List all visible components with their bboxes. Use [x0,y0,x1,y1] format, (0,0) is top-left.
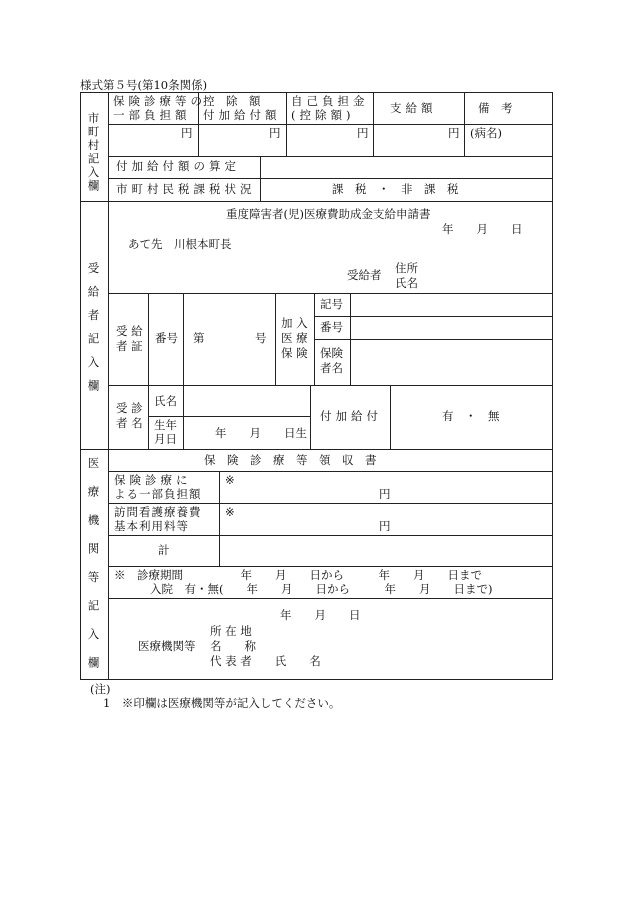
visit-nursing-label: 訪問看護療養費 [114,505,202,519]
tax-status-value: 課 税 ・ 非 課 税 [332,182,459,196]
treatment-period: ※ 診療期間 年 月 日から 年 月 日まで [114,568,482,582]
header-insurance-partial: 保険診療等の [113,94,206,108]
municipal-side-label: 市町村記入欄 [86,112,101,193]
location-label: 所 在 地 [210,624,252,638]
cert-number-label: 番号 [155,331,178,345]
header-deduction: 控 除 額 [203,94,261,108]
tax-status-label: 市町村民税課税状況 [116,182,256,196]
patient-name-label: 氏名 [154,394,177,408]
name-label: 氏名 [395,276,418,290]
birthdate-value: 年 月 日生 [215,426,307,440]
representative-label: 代 表 者 氏 名 [210,654,321,668]
insurance-number-label: 番号 [320,320,343,334]
receipt-date: 年 月 日 [280,608,361,622]
addressee: あて先 川根本町長 [128,237,232,251]
header-remarks: 備 考 [478,101,513,115]
institution-name-label: 名 称 [210,639,256,653]
notes-heading: (注) [90,682,111,696]
insurance-symbol-label: 記号 [320,297,343,311]
recipient-cert-label: 受 給 [116,324,143,338]
supp-benefit-label: 付加給付 [320,409,382,423]
yen-unit: 円 [379,487,391,501]
yen-unit: 円 [357,126,369,140]
application-title: 重度障害者(児)医療費助成金支給申請書 [226,207,431,221]
application-form: 様式第５号(第10条関係) 市町村記入欄 保険診療等の 一部負担額 控 除 額 付加給付額 自己負担金 (控除額) 支給額 備 考 円 円 円 円 (病名) 付加給付額の算定 市町村民税課税状況 課 税 ・ 非 課 税 受給者記入欄 重度障害者(児)医療費助成金支給申請書 年 月 日 あて先 川根本町長 受給者 住所 氏名 受 給 者 証 番号 第 号 加 入 医 療 保 険 記号 番号 保険 者名 受 診 者 名 氏名 生年 月日 年 月 日生 付加給付 有 ・ 無 医療機関等記入欄 保 険 診 療 等 領 収 書 保険診療に よる一部負担額 ※ 円 訪問看護療養費 基本利用料等 ※ 円 計 ※ 診療期間 年 月 日から 年 月 日まで 入院 有・無( 年 月 日から 年 月 日まで) 年 月 日 医療機関等 所 在 地 名 称 代 表 者 氏 名 (注) 1 ※印欄は医療機関等が記入してください。 [0,0,630,903]
supp-benefit-value: 有 ・ 無 [442,409,500,423]
receipt-title: 保 険 診 療 等 領 収 書 [204,453,377,467]
address-label: 住所 [395,261,418,275]
note-item: 1 ※印欄は医療機関等が記入してください。 [103,696,341,710]
applicant-label: 受給者 [347,268,382,282]
yen-unit: 円 [448,126,460,140]
medical-side-label: 医療機関等記入欄 [86,457,101,685]
form-number: 様式第５号(第10条関係) [80,78,208,92]
total-label: 計 [158,543,170,557]
patient-label: 受 診 [116,401,143,415]
insurance-burden-label: 保険診療に [114,473,192,487]
institution-label: 医療機関等 [138,639,196,653]
disease-label: (病名) [470,126,502,140]
header-self-pay: 自己負担金 [291,94,369,108]
yen-unit: 円 [181,126,193,140]
yen-unit: 円 [269,126,281,140]
yen-unit: 円 [379,519,391,533]
insurer-label: 保険 [320,346,343,360]
birthdate-label: 生年 [154,418,177,432]
hospitalization-period: 入院 有・無( 年 月 日から 年 月 日まで) [150,582,493,596]
application-date: 年 月 日 [442,222,523,236]
header-payment: 支給額 [390,101,437,115]
applicant-side-label: 受給者記入欄 [86,262,101,403]
supp-calc-label: 付加給付額の算定 [116,159,240,173]
insurance-label: 加 入 [281,316,308,330]
